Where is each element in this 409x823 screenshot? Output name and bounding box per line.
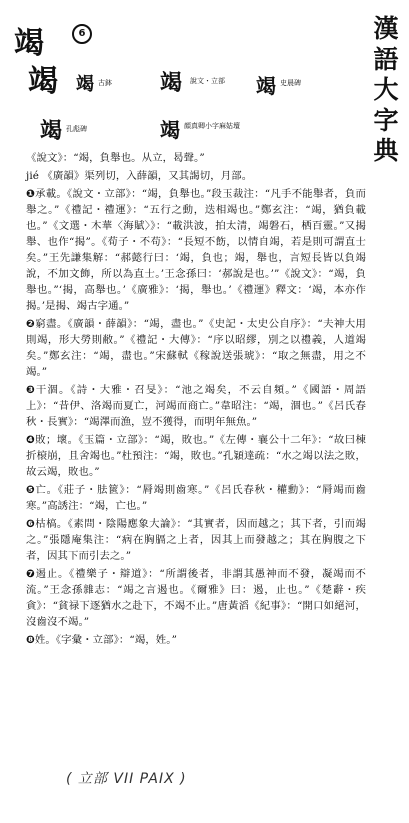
title-char: 漢 xyxy=(373,14,399,43)
headword-main: 竭 xyxy=(14,26,44,61)
sense-text: 亡。《莊子・胠篋》：“脣竭則齒寒。”《呂氏春秋・權勳》：“脣竭而齒寒。”高誘注：“竭，亡也。” xyxy=(26,484,367,512)
sense-number: ❼ xyxy=(26,568,36,580)
sense-text: 枯槁。《素問・陰陽應象大論》：“其實者，因而越之；其下者，引而竭之。”張隱庵集注：“病在胸膈之上者，因其上而發越之；其在胸腹之下者，因其下而引去之。” xyxy=(26,518,367,562)
sense xyxy=(26,186,366,314)
sense-number: ❻ xyxy=(26,518,36,530)
entry-body xyxy=(26,150,366,650)
sense xyxy=(26,566,366,630)
sense-text: 遏止。《禮樂子・辯道》：“所謂後者，非謂其愚神而不發，凝竭而不流。”王念孫雜志：“竭之言遏也。《爾雅》曰：遏，止也。”《楚辭・疾貪》：“貧禄下逐猶水之赴下，不竭不止。”唐黃滔《紀事》：“開口如絕河，沒齒沒不竭。” xyxy=(26,568,366,628)
form-label: 史晨碑 xyxy=(280,79,301,87)
form-glyph: 竭 xyxy=(160,70,183,96)
form-glyph: 竭 xyxy=(76,74,94,95)
sense xyxy=(26,632,366,648)
sense xyxy=(26,516,366,564)
form-glyph: 竭 xyxy=(256,74,276,98)
sense-number: ❷ xyxy=(26,318,36,330)
title-char: 語 xyxy=(373,44,399,74)
handwritten-note: ( 立部 VII PAIX ) xyxy=(66,771,187,787)
sense-text: 窮盡。《廣韻・薛韻》：“竭，盡也。”《史記・太史公自序》：“夫神大用則竭，形大勞則敝。”《禮記・大傳》：“序以昭繆，別之以禮義，人道竭矣。”鄭玄注：“竭，盡也。”宋蘇軾《稼說送張琥》：“取之無盡，用之不竭。” xyxy=(26,318,366,378)
title-char: 字 xyxy=(373,105,399,135)
form-label: 孔彪碑 xyxy=(66,125,87,133)
form-glyph: 竭 xyxy=(40,118,63,144)
sense-number: ❸ xyxy=(26,384,36,396)
form-label: 顔真卿小字麻姑壇 xyxy=(184,122,240,130)
sense-number: ❹ xyxy=(26,434,36,446)
headword-alt: 竭 xyxy=(28,64,58,99)
sense xyxy=(26,382,366,430)
entry-pronunciation: jié 《廣韻》渠列切，入薛韻，又其謁切，月部。 xyxy=(26,170,253,182)
entry-intro: 《說文》：“竭，負舉也。从立，曷聲。” xyxy=(26,152,205,164)
form-glyph: 竭 xyxy=(160,118,180,142)
sense-text: 姓。《字彙・立部》：“竭，姓。” xyxy=(34,634,177,646)
sense-number: ❶ xyxy=(26,188,36,200)
sense-number: ❺ xyxy=(26,484,36,496)
sense xyxy=(26,482,366,514)
sense-text: 承載。《說文・立部》：“竭，負舉也。”段玉裁注：“凡手不能舉者，負而舉之。”《禮記・禮運》：“五行之動，迭相竭也。”鄭玄注：“竭，猶負載也。”《文選・木華〈海賦〉》：“載洪波，拍太清，竭磐石，栖百靈。”又揭舉、也作“揭”。《荀子・不苟》：“長短不飭，以情自竭，若是則可謂直士矣。”王先謙集解：“郝懿行曰：‘竭，負也；竭，舉也，言短長皆以負竭說，不加文飾，所以為直士。’王念孫曰：‘郝說是也。’”《說文》：“竭，負舉也。”‘揭，高舉也。’《廣雅》：‘揭，舉也。’《禮運》釋文：‘竭，本亦作揭。’是揭、竭古字通。” xyxy=(26,188,366,312)
dictionary-title xyxy=(371,14,401,167)
sense-number: ❽ xyxy=(26,634,35,646)
sense-text: 干涸。《詩・大雅・召旻》：“池之竭矣，不云自頻。”《國語・周語上》：“昔伊、洛竭而夏亡，河竭而商亡。”韋昭注：“竭，涸也。”《呂氏春秋・長實》：“竭澤而漁，豈不獲得，而明年無魚。” xyxy=(26,384,366,428)
form-label: 說文・立部 xyxy=(190,77,225,85)
title-char: 大 xyxy=(373,75,399,104)
sense xyxy=(26,432,366,480)
title-char: 典 xyxy=(373,136,399,165)
form-label: 古鉢 xyxy=(98,79,112,87)
volume-badge: 6 xyxy=(72,24,92,44)
sense-text: 敗；壞。《玉篇・立部》：“竭，敗也。”《左傳・襄公十二年》：“故曰棟折榱崩，且舍竭也。”杜預注：“竭，敗也。”孔穎達疏：“水之竭以法之敗，故云竭，敗也。” xyxy=(26,434,366,478)
sense xyxy=(26,316,366,380)
